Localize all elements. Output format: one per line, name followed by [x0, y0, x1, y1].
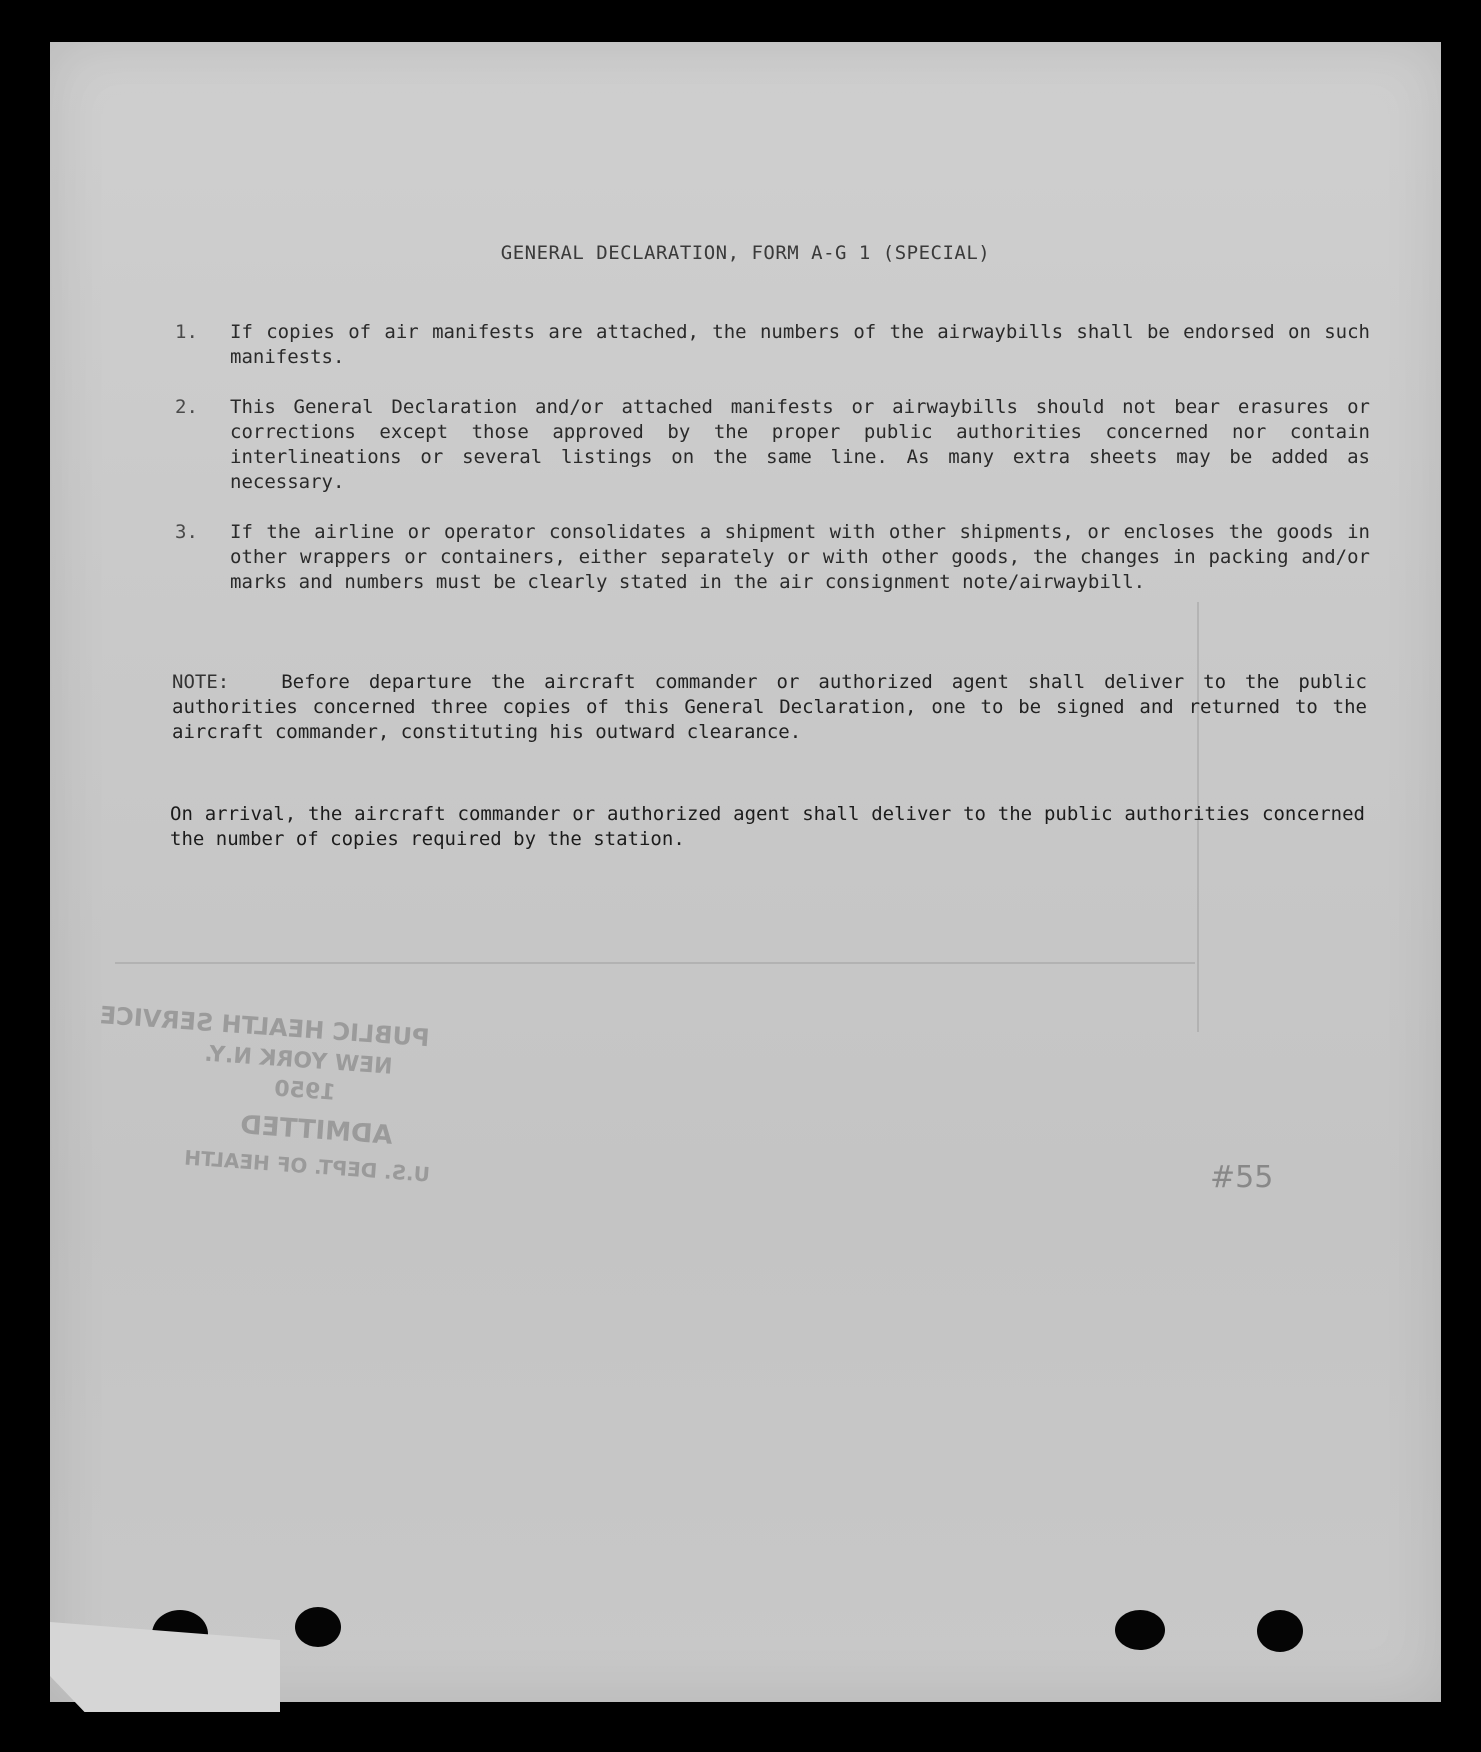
- list-item: [175, 320, 1370, 370]
- list-item: [175, 395, 1370, 495]
- stamp-line: NEW YORK N.Y.: [203, 1041, 394, 1080]
- list-item: [175, 520, 1370, 595]
- item-number: 2.: [175, 396, 198, 418]
- item-number: 1.: [175, 321, 198, 343]
- punch-hole: [295, 1607, 341, 1647]
- item-text: This General Declaration and/or attached manifests or airwaybills should not bear erasures or corrections except those approved by the proper public authorities concerned nor contain interlineations or several listings on the same line. As many extra sheets may be added as necessary.: [230, 396, 1370, 493]
- stamp-line: U.S. DEPT. OF HEALTH: [183, 1145, 431, 1187]
- document-page: [50, 42, 1441, 1702]
- page-title: GENERAL DECLARATION, FORM A-G 1 (SPECIAL): [500, 242, 991, 264]
- note-text: Before departure the aircraft commander or authorized agent shall deliver to the public authorities concerned three copies of this General Declaration, one to be signed and returned to the aircraft commander, constituting his outward clearance.: [172, 671, 1367, 743]
- arrival-paragraph: On arrival, the aircraft commander or authorized agent shall deliver to the public authorities concerned the number of copies required by the station.: [170, 803, 1365, 850]
- punch-hole: [1115, 1610, 1165, 1650]
- note-label: NOTE:: [172, 671, 230, 693]
- page-number-mark: #55: [1210, 1160, 1274, 1195]
- stamp-line: PUBLIC HEALTH SERVICE: [98, 1001, 431, 1053]
- stamp-line: ADMITTED: [239, 1110, 394, 1151]
- fold-line: [115, 962, 1195, 964]
- admitted-stamp: [98, 1001, 445, 1187]
- item-text: If the airline or operator consolidates a shipment with other shipments, or encloses the goods in other wrappers or containers, either separately or with other goods, the changes in packing and/or marks and numbers must be clearly stated in the air consignment note/airwaybill.: [230, 521, 1370, 593]
- item-text: If copies of air manifests are attached, the numbers of the airwaybills shall be endorsed on such manifests.: [230, 321, 1370, 368]
- note-paragraph: [172, 670, 1367, 745]
- item-number: 3.: [175, 521, 198, 543]
- stamp-line: 1950: [273, 1076, 337, 1106]
- punch-hole: [1257, 1610, 1303, 1652]
- torn-corner: [50, 1622, 280, 1712]
